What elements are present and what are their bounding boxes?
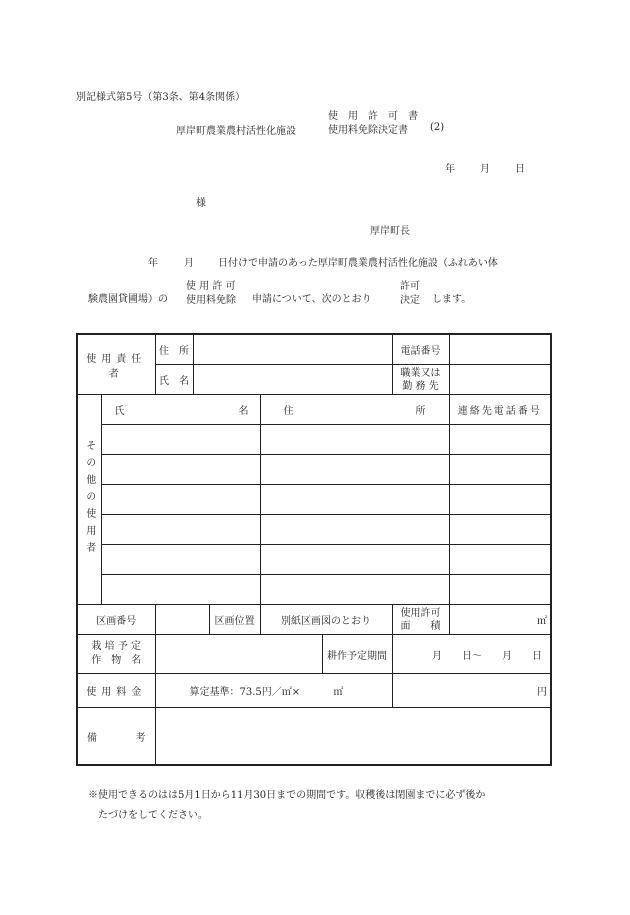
others-contact-field[interactable] [449,425,551,455]
others-header-row [77,395,551,425]
address-label: 住 所 [155,334,193,365]
permit-form-table [76,333,552,766]
permitted-area-label-line2: 面 積 [400,620,441,632]
others-name-header [101,395,260,425]
others-name-field[interactable] [101,545,260,575]
option-permit: 使 用 許 可 [186,281,236,292]
others-row [77,515,551,545]
date-year-label: 年 [445,164,455,175]
others-address-field[interactable] [260,455,449,485]
others-name-header-2: 名 [238,406,249,417]
others-contact-field[interactable] [449,575,551,605]
remarks-label-2: 考 [135,732,146,744]
others-name-header-1: 氏 [114,406,125,417]
body-line2-mid: 申請について、次のとおり [252,294,372,305]
issuer-title: 厚岸町長 [370,226,410,237]
usage-note [88,786,558,826]
fee-row [77,674,551,708]
others-row [77,425,551,455]
others-row [77,485,551,515]
crop-row [77,635,551,674]
others-contact-field[interactable] [449,515,551,545]
period-field[interactable]: 月 日～ 月 日 [392,635,551,674]
period-label: 耕作予定期間 [322,635,392,674]
plot-number-label: 区画番号 [77,605,155,635]
body-year: 年 [148,258,158,269]
form-number: 別記様式第5号（第3条、第4条関係） [76,92,246,103]
body-line2-end: します。 [432,294,472,305]
crop-label [77,635,155,674]
fee-amount-field[interactable] [392,674,551,708]
responsible-name-field[interactable] [193,365,392,395]
others-row [77,545,551,575]
others-address-field[interactable] [260,425,449,455]
others-row [77,455,551,485]
others-address-field[interactable] [260,545,449,575]
crop-label-line1: 栽 培 予 定 [91,641,142,652]
others-row [77,575,551,605]
doc-suffix: (2) [430,122,445,133]
option-permit-or-exemption [186,280,236,308]
usage-note-line1: ※使用できるのはは5月1日から11月30日までの期間です。収穫後は閉園までに必ず後か [88,790,486,801]
document-type [328,110,418,138]
others-address-field[interactable] [260,575,449,605]
others-address-header-1: 住 [283,406,294,417]
body-line1: 日付けで申請のあった厚岸町農業農村活性化施設（ふれあい体 [218,258,498,269]
others-name-field[interactable] [101,425,260,455]
crop-name-field[interactable] [155,635,322,674]
fee-basis: 算定基準：73.5円／㎡× [189,687,301,698]
option-exemption: 使用料免除 [186,295,236,306]
body-month: 月 [184,258,194,269]
phone-label: 電話番号 [392,334,449,365]
facility-name: 厚岸町農業農村活性化施設 [176,126,296,137]
crop-label-line2: 作 物 名 [91,655,142,666]
date-day-label: 日 [515,164,525,175]
remarks-row [77,708,551,766]
area-unit: ㎡ [537,616,548,627]
others-contact-field[interactable] [449,455,551,485]
occupation-label-line1: 職業又は [400,367,441,379]
plot-row [77,605,551,635]
body-line2-prefix: 験農園貸圃場）の [88,294,168,305]
permitted-area-field[interactable] [449,605,551,635]
option-approve: 許可 [400,281,420,292]
fee-label: 使用料金 [77,674,155,708]
responsible-phone-field[interactable] [449,334,551,365]
occupation-label-line2: 勤 務 先 [402,380,439,392]
others-address-header-2: 所 [415,406,426,417]
name-label: 氏 名 [155,365,193,395]
others-address-field[interactable] [260,485,449,515]
others-contact-header: 連絡先電話番号 [449,395,551,425]
remarks-label-1: 備 [87,732,97,744]
others-name-field[interactable] [101,575,260,605]
responsible-row-1 [77,334,551,365]
remarks-field[interactable] [155,708,551,766]
option-approve-or-decide [400,280,420,308]
others-name-field[interactable] [101,485,260,515]
fee-basis-cell[interactable] [155,674,392,708]
permitted-area-label-line1: 使用許可 [400,607,441,619]
option-decide: 決定 [400,295,420,306]
usage-note-line2: たづけをしてください。 [98,810,208,821]
others-address-field[interactable] [260,515,449,545]
date-month-label: 月 [480,164,490,175]
others-name-field[interactable] [101,515,260,545]
doc-type-exemption: 使用料免除決定書 [328,125,408,136]
plot-location-label: 区画位置 [209,605,260,635]
responsible-address-field[interactable] [193,334,392,365]
others-address-header [260,395,449,425]
others-contact-field[interactable] [449,485,551,515]
plot-location-value: 別紙区画図のとおり [260,605,392,635]
fee-sqm-unit: ㎡ [333,687,344,698]
others-name-field[interactable] [101,455,260,485]
others-label: その他の使用者 [83,440,95,559]
responsible-label: 使用責任者 [77,334,155,395]
fee-yen-unit: 円 [537,687,548,698]
remarks-label [77,708,155,766]
others-label-cell [77,395,101,605]
occupation-label [392,365,449,395]
plot-number-field[interactable] [155,605,209,635]
permitted-area-label [392,605,449,635]
others-contact-field[interactable] [449,545,551,575]
responsible-occupation-field[interactable] [449,365,551,395]
addressee-suffix: 様 [196,198,206,209]
doc-type-permit: 使 用 許 可 書 [328,111,418,122]
